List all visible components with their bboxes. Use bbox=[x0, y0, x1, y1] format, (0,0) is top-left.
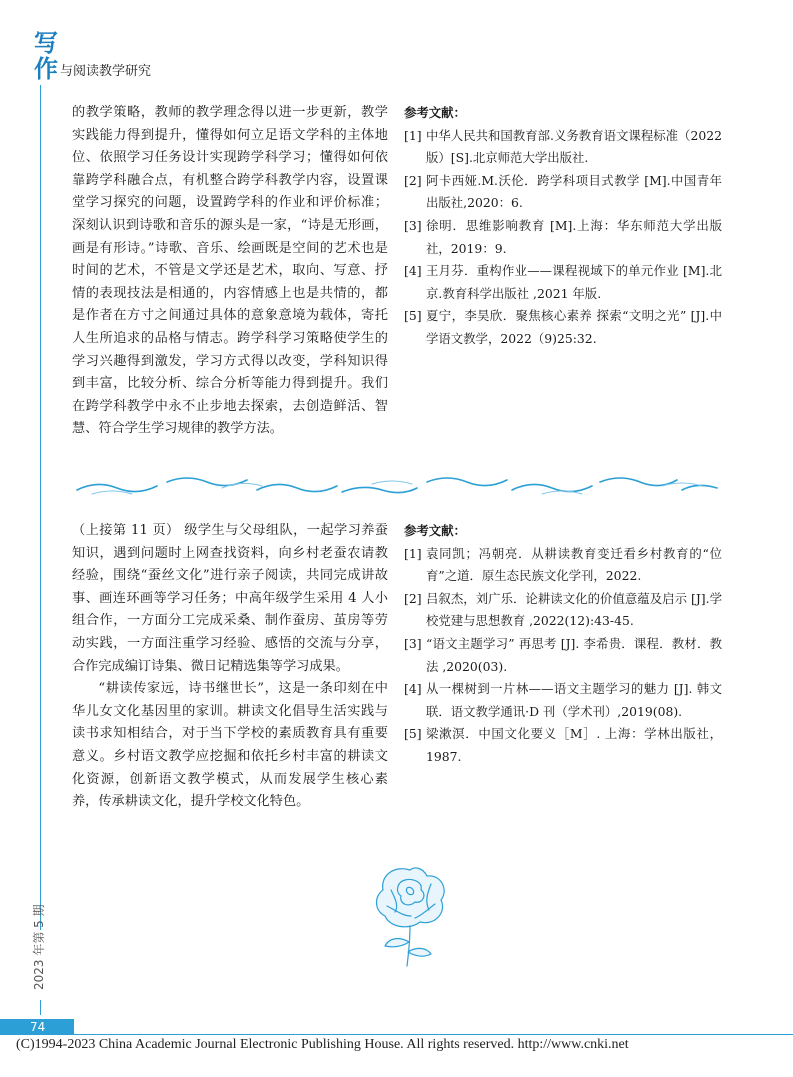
reference-item bbox=[404, 305, 722, 350]
reference-number: [3] bbox=[404, 635, 422, 651]
reference-item bbox=[404, 215, 722, 260]
wave-divider-icon bbox=[72, 470, 722, 500]
reference-item bbox=[404, 260, 722, 305]
reference-text: 阿卡西娅.M.沃伦．跨学科项目式教学 [M].中国青年出版社,2020：6. bbox=[426, 172, 722, 211]
reference-item bbox=[404, 543, 722, 588]
reference-number: [5] bbox=[404, 308, 422, 324]
body-paragraph: “耕读传家远，诗书继世长”，这是一条印刻在中华儿女文化基因里的家训。耕读文化倡导生活实践与读书求知相结合，对于当下学校的素质教育具有重要意义。乡村语文教学应挖掘和依托乡村丰富的耕读文化资源，创新语文教学模式，从而发展学生核心素养，传承耕读文化，提升学校文化特色。 bbox=[72, 681, 388, 810]
reference-text: 夏宁，李昊欣．聚焦核心素养 探索“文明之光” [J].中学语文教学，2022（9)25:32. bbox=[426, 308, 722, 346]
left-margin-rule bbox=[40, 85, 41, 930]
reference-number: [5] bbox=[404, 726, 422, 742]
reference-item bbox=[404, 723, 722, 768]
page-number: 74 bbox=[30, 1020, 46, 1034]
top-paragraph: 的教学策略，教师的教学理念得以进一步更新，教学实践能力得到提升，懂得如何立足语文学科的主体地位、依照学习任务设计实现跨学科学习；懂得如何依靠跨学科融合点，有机整合跨学科教学内容，设置课堂学习探究的问题，设置跨学科的作业和评价标准；深刻认识到诗歌和音乐的源头是一家，“诗是无形画，画是有形诗。”诗歌、音乐、绘画既是空间的艺术也是时间的艺术，不管是文学还是艺术，取向、写意、抒情的表现技法是相通的，内容情感上也是共情的，都是作者在方寸之间通过具体的意象意境为载体，寄托人生所追求的品格与情志。跨学科学习策略使学生的学习兴趣得到激发，学习方式得以改变，学科知识得到丰富，比较分析、综合分析等能力得到提升。我们在跨学科教学中永不止步地去探索，去创造鲜活、智慧、符合学生学习规律的教学方法。 bbox=[72, 105, 388, 437]
logo-char-zuo: 作 bbox=[34, 55, 58, 83]
reference-text: 梁漱溟．中国文化要义［M］. 上海：学林出版社，1987. bbox=[426, 726, 722, 764]
reference-text: 吕叙杰，刘广乐．论耕读文化的价值意蕴及启示 [J].学校党建与思想教育 ,2022(12):43-45. bbox=[426, 590, 722, 629]
reference-text: 袁同凯；冯朝亮．从耕读教育变迁看乡村教育的“位育”之道．原生态民族文化学刊，2022. bbox=[426, 545, 722, 584]
reference-item bbox=[404, 125, 722, 170]
reference-text: 徐明．思维影响教育 [M].上海：华东师范大学出版社，2019：9. bbox=[426, 217, 722, 256]
footer-rule bbox=[74, 1034, 793, 1035]
reference-number: [4] bbox=[404, 681, 422, 697]
journal-subtitle: 与阅读教学研究 bbox=[60, 64, 152, 79]
bottom-references bbox=[404, 520, 722, 769]
reference-text: 王月芬．重构作业——课程视域下的单元作业 [M].北京.教育科学出版社 ,2021 年版. bbox=[426, 263, 722, 301]
reference-text: 从一棵树到一片林——语文主题学习的魅力 [J]. 韩文联．语文教学通讯·D 刊（学术刊）,2019(08). bbox=[426, 681, 722, 719]
reference-number: [4] bbox=[404, 263, 422, 279]
reference-number: [1] bbox=[404, 545, 422, 561]
reference-item bbox=[404, 588, 722, 633]
bottom-left-column bbox=[72, 520, 388, 814]
reference-item bbox=[404, 170, 722, 215]
continued-paragraph: （上接第 11 页） 级学生与父母组队，一起学习养蚕知识，遇到问题时上网查找资料，向乡村老蚕农请教经验，围绕“蚕丝文化”进行亲子阅读，共同完成讲故事、画连环画等学习任务；中高年级学生采用 4 人小组合作，一方面分工完成采桑、制作蚕房、茧房等劳动实践，一方面注重学习经验、感悟的交流与分享，合作完成编订诗集、微日记精选集等学习成果。 bbox=[72, 523, 388, 674]
reference-number: [1] bbox=[404, 127, 422, 143]
references-title: 参考文献： bbox=[404, 105, 466, 120]
copyright-notice: (C)1994-2023 China Academic Journal Electronic Publishing House. All rights reserved. http://www.cnki.net bbox=[16, 1037, 629, 1052]
top-references bbox=[404, 102, 722, 351]
reference-number: [3] bbox=[404, 217, 422, 233]
reference-item bbox=[404, 633, 722, 678]
reference-item bbox=[404, 678, 722, 723]
reference-number: [2] bbox=[404, 172, 422, 188]
top-left-column bbox=[72, 102, 388, 441]
references-title: 参考文献： bbox=[404, 523, 466, 538]
reference-text: “语文主题学习” 再思考 [J]. 李希贵．课程．教材．教法 ,2020(03). bbox=[426, 635, 722, 674]
reference-number: [2] bbox=[404, 590, 422, 606]
reference-text: 中华人民共和国教育部.义务教育语文课程标准（2022 版）[S].北京师范大学出版社. bbox=[426, 127, 722, 166]
left-margin-rule-lower bbox=[40, 1000, 41, 1015]
year-issue-label: 2023 年第 5 期 bbox=[32, 904, 46, 990]
logo-char-xie: 写 bbox=[34, 29, 58, 57]
rose-illustration-icon bbox=[355, 850, 465, 970]
